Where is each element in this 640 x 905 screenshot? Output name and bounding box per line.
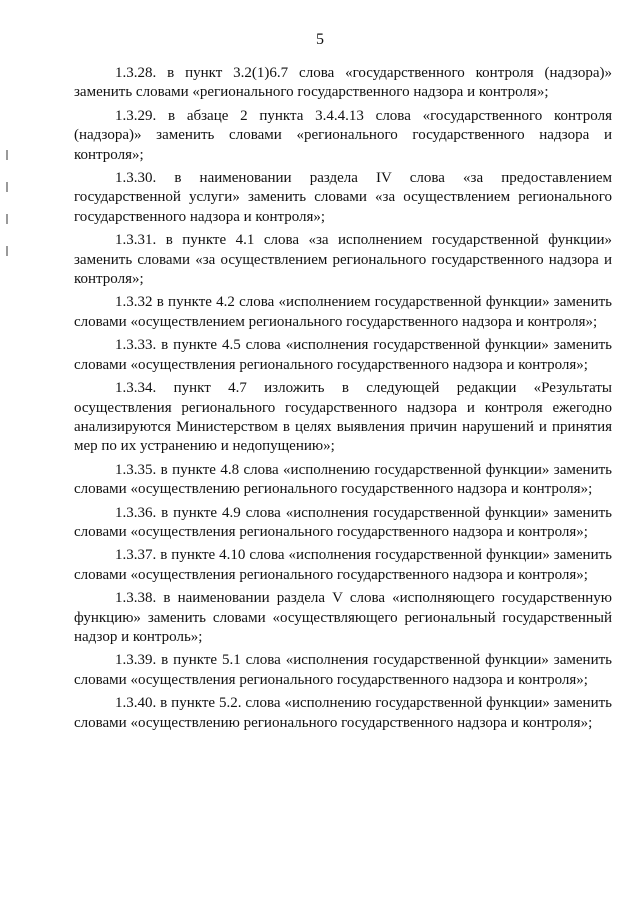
scan-mark (6, 150, 8, 160)
paragraph-1-3-29: 1.3.29. в абзаце 2 пункта 3.4.4.13 слова «государственного контроля (надзора)» заменить словами «регионального государственного надзора и контроля»; (74, 107, 612, 163)
paragraph-1-3-38: 1.3.38. в наименовании раздела V слова «исполняющего государственную функцию» заменить словами «осуществляющего региональный государственный надзор и контроль»; (74, 590, 612, 645)
scan-mark (6, 246, 8, 256)
paragraph-1-3-32: 1.3.32 в пункте 4.2 слова «исполнением государственной функции» заменить словами «осуществлением регионального государственного надзора и контроля»; (74, 294, 612, 330)
paragraph-1-3-40: 1.3.40. в пункте 5.2. слова «исполнению государственной функции» заменить словами «осуществлению регионального государственного надзора и контроля»; (74, 695, 612, 731)
paragraph-1-3-36: 1.3.36. в пункте 4.9 слова «исполнения государственной функции» заменить словами «осуществления регионального государственного надзора и контроля»; (74, 504, 612, 540)
paragraph-1-3-33: 1.3.33. в пункте 4.5 слова «исполнения государственной функции» заменить словами «осуществления регионального государственного надзора и контроля»; (74, 337, 612, 373)
margin-scan-marks (6, 150, 8, 278)
scan-mark (6, 182, 8, 192)
paragraph-1-3-34: 1.3.34. пункт 4.7 изложить в следующей редакции «Результаты осуществления регионального государственного надзора и контроля ежегодно анализируются Министерством в целях выявления причин нарушений и принятия мер по их устранению и недопущению»; (74, 380, 612, 455)
paragraph-1-3-35: 1.3.35. в пункте 4.8 слова «исполнению государственной функции» заменить словами «осуществлению регионального государственного надзора и контроля»; (74, 461, 612, 498)
paragraph-1-3-28: 1.3.28. в пункт 3.2(1)6.7 слова «государственного контроля (надзора)» заменить словами «регионального государственного надзора и контроля»; (74, 65, 612, 101)
scan-mark (6, 214, 8, 224)
page-number: 5 (316, 31, 324, 48)
paragraph-1-3-31: 1.3.31. в пункте 4.1 слова «за исполнением государственной функции» заменить словами «за осуществлением регионального государственного надзора и контроля»; (74, 232, 612, 288)
paragraph-1-3-30: 1.3.30. в наименовании раздела IV слова «за предоставлением государственной услуги» заменить словами «за осуществлением регионального государственного надзора и контроля»; (74, 170, 612, 225)
paragraph-1-3-37: 1.3.37. в пункте 4.10 слова «исполнения государственной функции» заменить словами «осуществления регионального государственного надзора и контроля»; (74, 547, 612, 583)
paragraph-1-3-39: 1.3.39. в пункте 5.1 слова «исполнения государственной функции» заменить словами «осуществления регионального государственного надзора и контроля»; (74, 652, 612, 688)
document-body (74, 64, 612, 737)
